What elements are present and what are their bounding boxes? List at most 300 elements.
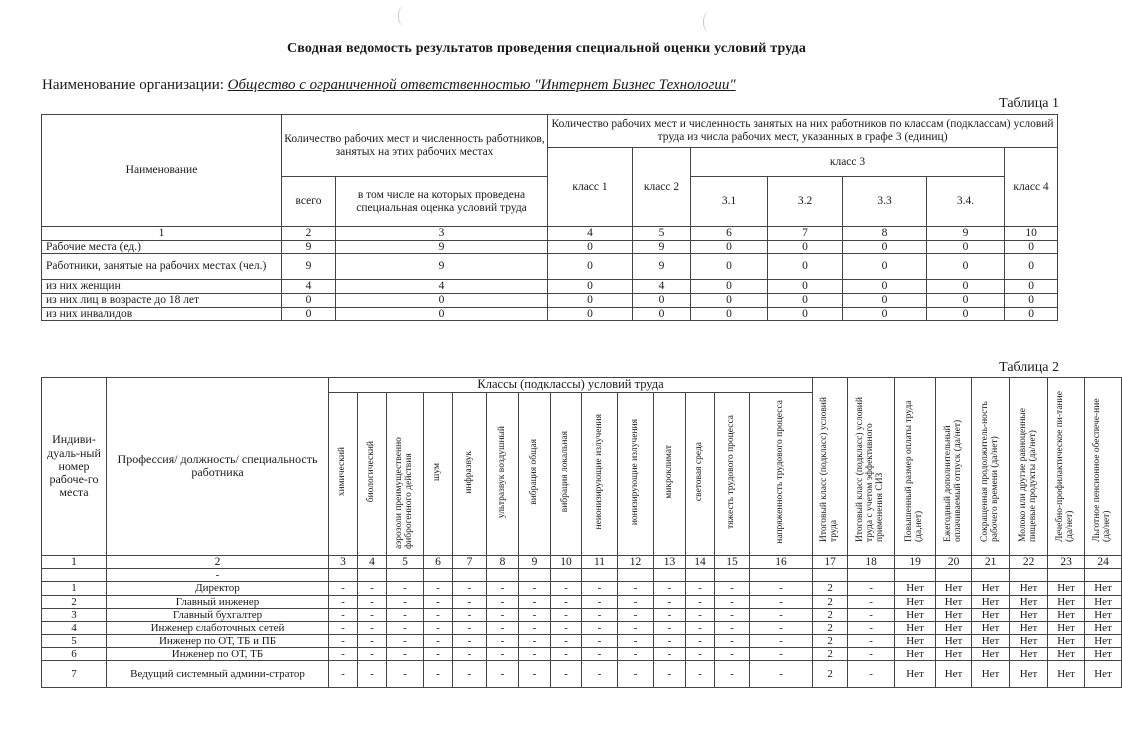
factor-class: - xyxy=(551,661,582,688)
factor-class: - xyxy=(453,661,487,688)
factor-class: - xyxy=(750,661,813,688)
header-factor: ультразвук воздушный xyxy=(487,392,519,555)
column-number: 4 xyxy=(548,227,633,241)
workplace-id: 2 xyxy=(42,595,107,608)
guarantee-value: Нет xyxy=(1048,661,1085,688)
factor-class: - xyxy=(618,647,654,660)
separator-cell xyxy=(848,569,895,582)
separator-cell xyxy=(551,569,582,582)
column-number: 9 xyxy=(927,227,1005,241)
separator-cell xyxy=(813,569,848,582)
cell-value: 4 xyxy=(336,280,548,294)
header-final-class-siz: Итоговый класс (подкласс) условий труда с учетом эффективного применения СИЗ xyxy=(848,378,895,556)
header-class4: класс 4 xyxy=(1005,148,1058,227)
summary-table xyxy=(41,114,1058,321)
factor-class: - xyxy=(387,582,424,595)
factor-class: - xyxy=(387,661,424,688)
factor-class: - xyxy=(487,595,519,608)
column-number: 13 xyxy=(654,555,686,569)
cell-value: 0 xyxy=(768,293,843,307)
cell-value: 0 xyxy=(843,307,927,321)
cell-value: 0 xyxy=(336,293,548,307)
factor-class: - xyxy=(487,621,519,634)
table-row xyxy=(42,240,1058,254)
table-row xyxy=(42,634,1122,647)
final-class: 2 xyxy=(813,595,848,608)
separator-cell xyxy=(519,569,551,582)
factor-class: - xyxy=(654,621,686,634)
header-milk: Молоко или другие равноценные пищевые продукты (да/нет) xyxy=(1010,378,1048,556)
factor-class: - xyxy=(424,647,453,660)
guarantee-value: Нет xyxy=(972,634,1010,647)
factor-class: - xyxy=(715,634,750,647)
column-number: 10 xyxy=(1005,227,1058,241)
header-factor: вибрация общая xyxy=(519,392,551,555)
cell-value: 9 xyxy=(282,240,336,254)
factor-class: - xyxy=(618,634,654,647)
factor-class: - xyxy=(618,621,654,634)
separator-cell xyxy=(358,569,387,582)
final-class: 2 xyxy=(813,661,848,688)
table-row xyxy=(42,621,1122,634)
guarantee-value: Нет xyxy=(895,661,936,688)
guarantee-value: Нет xyxy=(895,647,936,660)
final-class-siz: - xyxy=(848,608,895,621)
profession-name: Инженер слаботочных сетей xyxy=(107,621,329,634)
factor-class: - xyxy=(750,582,813,595)
workplace-id: 4 xyxy=(42,621,107,634)
guarantee-value: Нет xyxy=(972,661,1010,688)
factor-class: - xyxy=(686,634,715,647)
guarantee-value: Нет xyxy=(972,595,1010,608)
column-number: 7 xyxy=(768,227,843,241)
factor-class: - xyxy=(582,582,618,595)
separator-cell xyxy=(715,569,750,582)
header-class3-1: 3.1 xyxy=(691,177,768,227)
column-number: 10 xyxy=(551,555,582,569)
cell-value: 4 xyxy=(633,280,691,294)
cell-value: 0 xyxy=(927,280,1005,294)
cell-value: 0 xyxy=(1005,254,1058,280)
cell-value: 0 xyxy=(691,293,768,307)
cell-value: 0 xyxy=(1005,307,1058,321)
header-profession: Профессия/ должность/ специальность работника xyxy=(107,378,329,556)
factor-class: - xyxy=(329,634,358,647)
table-row xyxy=(42,293,1058,307)
guarantee-value: Нет xyxy=(1048,595,1085,608)
factor-class: - xyxy=(750,595,813,608)
factor-class: - xyxy=(582,621,618,634)
cell-value: 0 xyxy=(768,254,843,280)
guarantee-value: Нет xyxy=(1085,621,1122,634)
separator-cell xyxy=(42,569,107,582)
cell-value: 0 xyxy=(927,240,1005,254)
workplace-id: 5 xyxy=(42,634,107,647)
separator-cell xyxy=(453,569,487,582)
guarantee-value: Нет xyxy=(972,647,1010,660)
cell-value: 0 xyxy=(633,293,691,307)
header-factor: вибрация локальная xyxy=(551,392,582,555)
guarantee-value: Нет xyxy=(895,582,936,595)
column-number: 14 xyxy=(686,555,715,569)
header-factor: инфразвук xyxy=(453,392,487,555)
table-row xyxy=(42,582,1122,595)
guarantee-value: Нет xyxy=(895,634,936,647)
separator-row xyxy=(42,569,1122,582)
factor-class: - xyxy=(358,661,387,688)
header-class3-2: 3.2 xyxy=(768,177,843,227)
factor-class: - xyxy=(715,621,750,634)
final-class-siz: - xyxy=(848,595,895,608)
guarantee-value: Нет xyxy=(972,608,1010,621)
separator-cell xyxy=(654,569,686,582)
profession-name: Главный бухгалтер xyxy=(107,608,329,621)
separator-cell xyxy=(424,569,453,582)
header-factor: тяжесть трудового процесса xyxy=(715,392,750,555)
factor-class: - xyxy=(715,582,750,595)
cell-value: 0 xyxy=(843,293,927,307)
final-class-siz: - xyxy=(848,582,895,595)
factor-class: - xyxy=(654,661,686,688)
cell-value: 0 xyxy=(691,254,768,280)
column-number: 6 xyxy=(691,227,768,241)
workplace-table xyxy=(41,377,1122,688)
header-class3-4: 3.4. xyxy=(927,177,1005,227)
header-factor: световая среда xyxy=(686,392,715,555)
factor-class: - xyxy=(329,661,358,688)
factor-class: - xyxy=(618,608,654,621)
cell-value: 9 xyxy=(282,254,336,280)
factor-class: - xyxy=(715,647,750,660)
header-food: Лечебно-профилактическое пи-тание (да/нет) xyxy=(1048,378,1085,556)
factor-class: - xyxy=(715,661,750,688)
cell-value: 0 xyxy=(691,307,768,321)
guarantee-value: Нет xyxy=(1085,595,1122,608)
column-number: 15 xyxy=(715,555,750,569)
column-number: 16 xyxy=(750,555,813,569)
header-classes-group: Количество рабочих мест и численность занятых на них работников по классам (подклассам) условий труда из числа рабочих мест, указанных в графе 3 (единиц) xyxy=(548,115,1058,148)
header-class2: класс 2 xyxy=(633,148,691,227)
column-number: 1 xyxy=(42,227,282,241)
guarantee-value: Нет xyxy=(895,608,936,621)
cell-value: 9 xyxy=(336,254,548,280)
separator-cell xyxy=(487,569,519,582)
factor-class: - xyxy=(358,608,387,621)
guarantee-value: Нет xyxy=(972,582,1010,595)
factor-class: - xyxy=(654,647,686,660)
guarantee-value: Нет xyxy=(895,621,936,634)
factor-class: - xyxy=(519,608,551,621)
factor-class: - xyxy=(329,608,358,621)
final-class-siz: - xyxy=(848,634,895,647)
row-name: Работники, занятые на рабочих местах (чел.) xyxy=(42,254,282,280)
factor-class: - xyxy=(453,647,487,660)
cell-value: 0 xyxy=(843,240,927,254)
row-name: из них лиц в возрасте до 18 лет xyxy=(42,293,282,307)
guarantee-value: Нет xyxy=(936,647,972,660)
factor-class: - xyxy=(424,595,453,608)
cell-value: 9 xyxy=(633,254,691,280)
factor-class: - xyxy=(519,661,551,688)
factor-class: - xyxy=(453,621,487,634)
cell-value: 0 xyxy=(768,240,843,254)
header-factor: ионизирующие излучения xyxy=(618,392,654,555)
factor-class: - xyxy=(654,634,686,647)
guarantee-value: Нет xyxy=(1085,634,1122,647)
factor-class: - xyxy=(453,595,487,608)
header-factor: аэрозоли преимущественно фиброгенного действия xyxy=(387,392,424,555)
factor-class: - xyxy=(686,661,715,688)
cell-value: 0 xyxy=(843,254,927,280)
guarantee-value: Нет xyxy=(936,621,972,634)
guarantee-value: Нет xyxy=(936,582,972,595)
guarantee-value: Нет xyxy=(1085,647,1122,660)
guarantee-value: Нет xyxy=(936,634,972,647)
column-number: 23 xyxy=(1048,555,1085,569)
guarantee-value: Нет xyxy=(1048,608,1085,621)
organization-name: Общество с ограниченной ответственностью "Интернет Бизнес Технологии" xyxy=(227,77,736,93)
header-factor: микроклимат xyxy=(654,392,686,555)
workplace-id: 7 xyxy=(42,661,107,688)
separator-cell xyxy=(1048,569,1085,582)
factor-class: - xyxy=(582,608,618,621)
column-number: 20 xyxy=(936,555,972,569)
factor-class: - xyxy=(424,608,453,621)
column-number: 7 xyxy=(453,555,487,569)
factor-class: - xyxy=(654,582,686,595)
column-number: 11 xyxy=(582,555,618,569)
factor-class: - xyxy=(519,582,551,595)
column-number: 19 xyxy=(895,555,936,569)
header-factor: неионизирующие излучения xyxy=(582,392,618,555)
factor-class: - xyxy=(487,647,519,660)
guarantee-value: Нет xyxy=(1048,634,1085,647)
factor-class: - xyxy=(582,595,618,608)
table-row xyxy=(42,307,1058,321)
factor-class: - xyxy=(453,582,487,595)
scan-artifact xyxy=(703,12,714,32)
guarantee-value: Нет xyxy=(1010,621,1048,634)
guarantee-value: Нет xyxy=(1010,595,1048,608)
factor-class: - xyxy=(686,621,715,634)
column-number: 3 xyxy=(336,227,548,241)
column-number: 1 xyxy=(42,555,107,569)
guarantee-value: Нет xyxy=(1010,647,1048,660)
cell-value: 0 xyxy=(927,307,1005,321)
column-number: 12 xyxy=(618,555,654,569)
header-final-class: Итоговый класс (подкласс) условий труда xyxy=(813,378,848,556)
header-workplace-id: Индиви-дуаль-ный номер рабоче-го места xyxy=(42,378,107,556)
header-total: всего xyxy=(282,177,336,227)
factor-class: - xyxy=(519,595,551,608)
table-row xyxy=(42,608,1122,621)
guarantee-value: Нет xyxy=(1048,582,1085,595)
column-number: 24 xyxy=(1085,555,1122,569)
column-number: 9 xyxy=(519,555,551,569)
separator-cell xyxy=(1085,569,1122,582)
factor-class: - xyxy=(329,595,358,608)
profession-name: Инженер по ОТ, ТБ xyxy=(107,647,329,660)
profession-name: Главный инженер xyxy=(107,595,329,608)
factor-class: - xyxy=(715,595,750,608)
column-number: 4 xyxy=(358,555,387,569)
separator-cell xyxy=(387,569,424,582)
factor-class: - xyxy=(618,595,654,608)
guarantee-value: Нет xyxy=(1010,608,1048,621)
header-factor: химический xyxy=(329,392,358,555)
final-class: 2 xyxy=(813,608,848,621)
cell-value: 0 xyxy=(548,240,633,254)
guarantee-value: Нет xyxy=(1048,621,1085,634)
cell-value: 0 xyxy=(843,280,927,294)
guarantee-value: Нет xyxy=(1085,661,1122,688)
cell-value: 9 xyxy=(336,240,548,254)
factor-class: - xyxy=(329,647,358,660)
guarantee-value: Нет xyxy=(936,608,972,621)
final-class-siz: - xyxy=(848,621,895,634)
header-class3: класс 3 xyxy=(691,148,1005,177)
header-conditions-group: Классы (подклассы) условий труда xyxy=(329,378,813,393)
cell-value: 0 xyxy=(1005,240,1058,254)
factor-class: - xyxy=(551,634,582,647)
factor-class: - xyxy=(519,621,551,634)
separator-cell xyxy=(329,569,358,582)
header-factor: напряженность трудового процесса xyxy=(750,392,813,555)
factor-class: - xyxy=(424,582,453,595)
column-number: 6 xyxy=(424,555,453,569)
factor-class: - xyxy=(424,634,453,647)
column-number: 5 xyxy=(633,227,691,241)
factor-class: - xyxy=(715,608,750,621)
table-row xyxy=(42,254,1058,280)
guarantee-value: Нет xyxy=(1085,582,1122,595)
header-workplaces-group: Количество рабочих мест и численность работников, занятых на этих рабочих местах xyxy=(282,115,548,177)
row-name: из них женщин xyxy=(42,280,282,294)
cell-value: 0 xyxy=(927,293,1005,307)
cell-value: 0 xyxy=(691,240,768,254)
factor-class: - xyxy=(551,608,582,621)
column-number: 3 xyxy=(329,555,358,569)
document-title: Сводная ведомость результатов проведения специальной оценки условий труда xyxy=(286,41,807,56)
profession-name: Инженер по ОТ, ТБ и ПБ xyxy=(107,634,329,647)
cell-value: 9 xyxy=(633,240,691,254)
separator-cell xyxy=(936,569,972,582)
guarantee-value: Нет xyxy=(895,595,936,608)
final-class-siz: - xyxy=(848,647,895,660)
factor-class: - xyxy=(358,595,387,608)
factor-class: - xyxy=(387,621,424,634)
factor-class: - xyxy=(387,608,424,621)
factor-class: - xyxy=(358,582,387,595)
separator-cell xyxy=(686,569,715,582)
final-class: 2 xyxy=(813,634,848,647)
factor-class: - xyxy=(750,634,813,647)
organization-line xyxy=(42,77,736,94)
factor-class: - xyxy=(582,634,618,647)
factor-class: - xyxy=(551,582,582,595)
column-number: 8 xyxy=(843,227,927,241)
factor-class: - xyxy=(358,634,387,647)
table-row xyxy=(42,280,1058,294)
guarantee-value: Нет xyxy=(936,661,972,688)
factor-class: - xyxy=(453,634,487,647)
factor-class: - xyxy=(519,647,551,660)
workplace-id: 3 xyxy=(42,608,107,621)
factor-class: - xyxy=(329,582,358,595)
column-number: 2 xyxy=(282,227,336,241)
separator-cell xyxy=(1010,569,1048,582)
cell-value: 0 xyxy=(691,280,768,294)
cell-value: 0 xyxy=(336,307,548,321)
header-factor: шум xyxy=(424,392,453,555)
factor-class: - xyxy=(453,608,487,621)
header-class1: класс 1 xyxy=(548,148,633,227)
cell-value: 0 xyxy=(1005,293,1058,307)
organization-label: Наименование организации: xyxy=(42,77,224,93)
separator-cell xyxy=(618,569,654,582)
table2-caption: Таблица 2 xyxy=(999,360,1059,375)
guarantee-value: Нет xyxy=(936,595,972,608)
column-number: 22 xyxy=(1010,555,1048,569)
header-pay: Повышенный размер оплаты труда (да,нет) xyxy=(895,378,936,556)
column-number: 21 xyxy=(972,555,1010,569)
factor-class: - xyxy=(750,647,813,660)
factor-class: - xyxy=(750,621,813,634)
factor-class: - xyxy=(686,647,715,660)
cell-value: 0 xyxy=(768,307,843,321)
column-number: 5 xyxy=(387,555,424,569)
factor-class: - xyxy=(582,647,618,660)
row-name: из них инвалидов xyxy=(42,307,282,321)
factor-class: - xyxy=(750,608,813,621)
factor-class: - xyxy=(519,634,551,647)
guarantee-value: Нет xyxy=(1010,634,1048,647)
workplace-id: 1 xyxy=(42,582,107,595)
factor-class: - xyxy=(424,621,453,634)
factor-class: - xyxy=(686,595,715,608)
workplace-id: 6 xyxy=(42,647,107,660)
factor-class: - xyxy=(551,647,582,660)
final-class: 2 xyxy=(813,647,848,660)
row-name: Рабочие места (ед.) xyxy=(42,240,282,254)
separator-cell xyxy=(895,569,936,582)
guarantee-value: Нет xyxy=(972,621,1010,634)
factor-class: - xyxy=(487,634,519,647)
cell-value: 0 xyxy=(548,254,633,280)
factor-class: - xyxy=(582,661,618,688)
column-number: 8 xyxy=(487,555,519,569)
separator-mark: - xyxy=(107,569,329,582)
column-number: 18 xyxy=(848,555,895,569)
factor-class: - xyxy=(487,608,519,621)
final-class-siz: - xyxy=(848,661,895,688)
factor-class: - xyxy=(551,595,582,608)
factor-class: - xyxy=(654,595,686,608)
separator-cell xyxy=(582,569,618,582)
factor-class: - xyxy=(358,621,387,634)
cell-value: 0 xyxy=(282,293,336,307)
cell-value: 0 xyxy=(548,307,633,321)
header-vacation: Ежегодный дополнительный оплачиваемый отпуск (да/нет) xyxy=(936,378,972,556)
final-class: 2 xyxy=(813,621,848,634)
cell-value: 0 xyxy=(282,307,336,321)
profession-name: Ведущий системный админи-стратор xyxy=(107,661,329,688)
column-number: 17 xyxy=(813,555,848,569)
table-row xyxy=(42,595,1122,608)
final-class: 2 xyxy=(813,582,848,595)
table-row xyxy=(42,661,1122,688)
guarantee-value: Нет xyxy=(1010,661,1048,688)
